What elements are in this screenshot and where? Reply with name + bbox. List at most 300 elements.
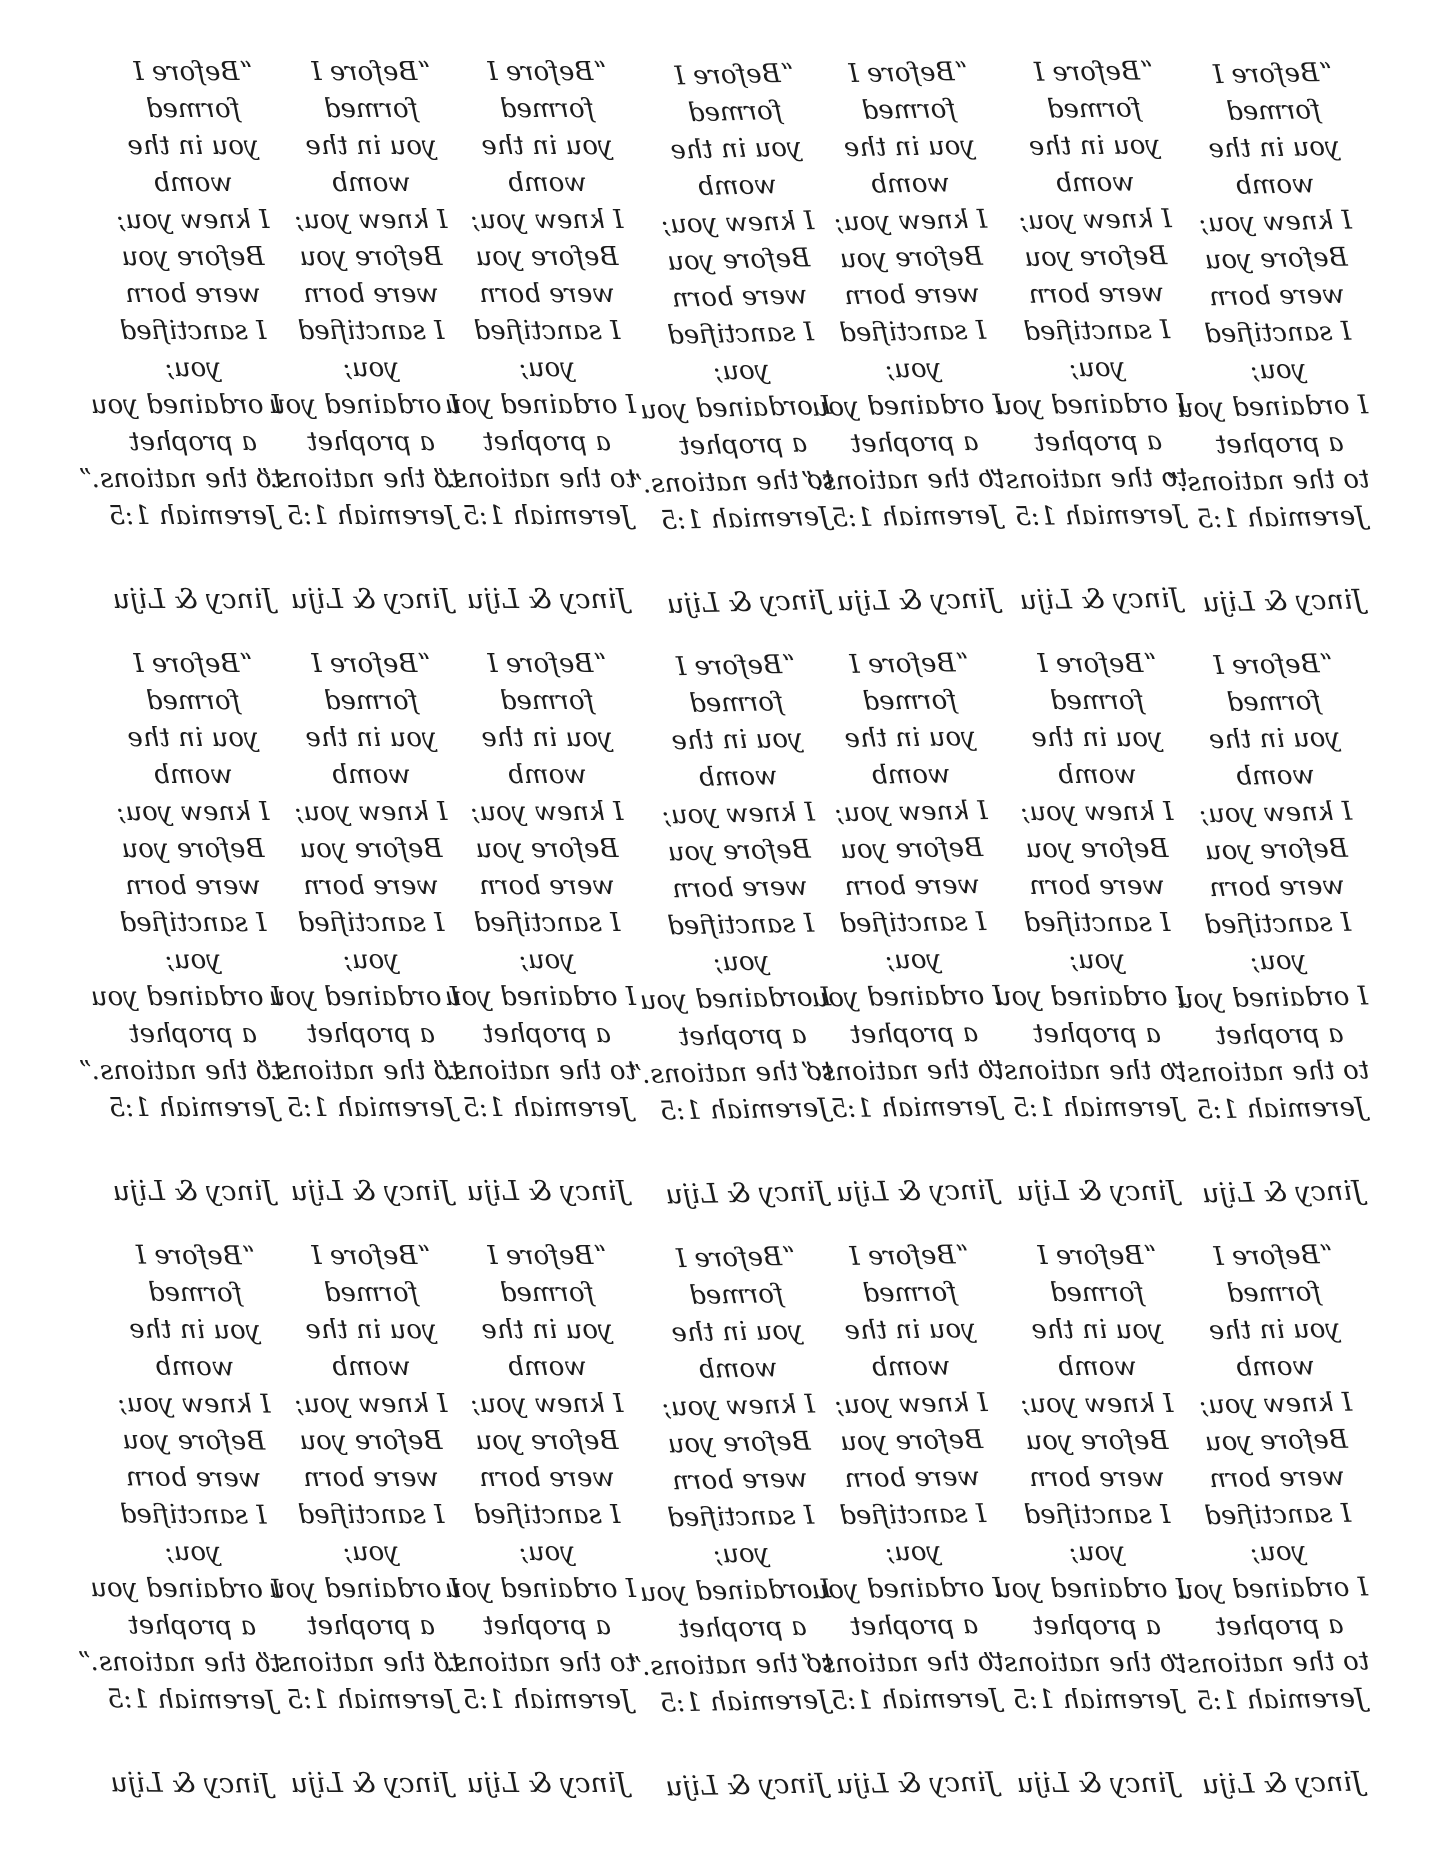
verse-line: I knew you;	[294, 1389, 448, 1419]
verse-line: a prophet	[483, 1019, 611, 1049]
verse-line: I sanctified	[119, 1499, 267, 1531]
verse-line: were born	[125, 279, 261, 309]
couple-names: Jincy & Liju	[666, 584, 828, 620]
verse-line: “Before I	[1037, 1241, 1157, 1271]
verse-line: Before you	[1025, 834, 1169, 864]
verse-lines	[800, 645, 1005, 1128]
verse-line: “Before I	[135, 1240, 256, 1272]
couple-names: Jincy & Liju	[290, 584, 452, 615]
verse-line: I sanctified	[666, 317, 815, 351]
verse-line: formed	[688, 687, 784, 719]
verse-line: you in the	[129, 1314, 261, 1346]
verse-line: were born	[844, 1462, 981, 1494]
verse-line: Before you	[475, 834, 619, 864]
verse-line: “Before I	[133, 57, 253, 87]
verse-line: I ordained you	[268, 390, 460, 420]
verse-reference: Jeremiah 1:5	[462, 1685, 632, 1715]
verse-line: I ordained you	[811, 980, 1003, 1014]
verse-line: “Before I	[1212, 57, 1333, 91]
verse-line: Before you	[667, 834, 811, 868]
verse-line: you;	[519, 353, 575, 383]
verse-line: to the nations.”	[78, 464, 282, 494]
verse-line: “Before I	[1037, 649, 1157, 679]
verse-line: formed	[687, 95, 783, 129]
verse-line: were born	[844, 870, 981, 902]
verse-line: formed	[145, 94, 241, 124]
couple-names: Jincy & Liju	[665, 1176, 827, 1211]
verse-line: I knew you;	[116, 205, 270, 235]
verse-line: a prophet	[678, 1611, 807, 1645]
couple-names: Jincy & Liju	[110, 1767, 272, 1800]
verse-line: formed	[1226, 686, 1322, 718]
couple-names: Jincy & Liju	[290, 1176, 452, 1207]
verse-line: I ordained you	[994, 1574, 1186, 1604]
verse-line: were born	[844, 278, 980, 312]
verse-line: were born	[1029, 1463, 1165, 1493]
verse-line: you;	[165, 945, 221, 975]
verse-line: Before you	[667, 1426, 811, 1460]
verse-line: I ordained you	[444, 982, 636, 1012]
verse-block	[432, 54, 636, 646]
verse-block	[800, 53, 1007, 648]
verse-line: womb	[1057, 760, 1137, 790]
verse-line: “Before I	[1213, 649, 1334, 682]
verse-line: womb	[697, 1353, 778, 1385]
verse-line: to the nations.”	[78, 1056, 282, 1086]
verse-line: were born	[1209, 870, 1345, 904]
verse-line: I ordained you	[639, 1574, 832, 1608]
verse-line: I sanctified	[119, 316, 267, 346]
verse-line: I ordained you	[90, 982, 282, 1012]
verse-line: “Before I	[674, 58, 795, 92]
verse-block	[628, 646, 835, 1241]
verse-block	[432, 646, 636, 1238]
verse-line: were born	[303, 1463, 439, 1493]
verse-line: I ordained you	[811, 389, 1004, 423]
verse-line: womb	[696, 170, 777, 203]
verse-line: a prophet	[850, 426, 979, 460]
couple-names: Jincy & Liju	[1016, 1176, 1178, 1207]
verse-line: a prophet	[307, 1019, 435, 1049]
verse-line: Before you	[840, 1425, 984, 1458]
verse-line: were born	[1209, 279, 1345, 313]
verse-line: Before you	[121, 242, 265, 272]
verse-line: to the nations.”	[432, 1056, 636, 1086]
verse-line: a prophet	[483, 427, 611, 457]
verse-line: were born	[303, 871, 439, 901]
verse-line: to the nations.”	[1165, 1646, 1370, 1680]
verse-line: “Before I	[849, 648, 970, 680]
verse-line: I knew you;	[470, 205, 624, 235]
verse-reference: Jeremiah 1:5	[286, 1093, 456, 1123]
verse-line: womb	[507, 760, 587, 790]
verse-line: you in the	[671, 1315, 804, 1349]
verse-line: I ordained you	[1176, 981, 1369, 1015]
verse-reference: Jeremiah 1:5	[830, 1091, 1001, 1125]
couple-names: Jincy & Liju	[466, 584, 628, 615]
verse-block	[800, 1237, 1006, 1831]
verse-line: Before you	[839, 241, 984, 275]
verse-line: you;	[1250, 1536, 1307, 1568]
verse-line: were born	[479, 1463, 615, 1493]
verse-line: “Before I	[311, 1241, 431, 1271]
verse-line: you in the	[670, 132, 803, 166]
verse-line: you;	[885, 1536, 942, 1568]
verse-line: I sanctified	[473, 1500, 621, 1530]
verse-lines	[1165, 645, 1370, 1129]
verse-line: “Before I	[487, 1241, 607, 1271]
verse-line: I ordained you	[811, 1572, 1003, 1606]
verse-line: you in the	[1208, 722, 1341, 756]
verse-line: I ordained you	[444, 1574, 636, 1604]
verse-line: I knew you;	[834, 204, 988, 238]
verse-line: formed	[1049, 1278, 1145, 1308]
verse-line: womb	[870, 1351, 951, 1383]
verse-line: I knew you;	[470, 797, 624, 827]
verse-line: Before you	[666, 243, 811, 277]
verse-line: I knew you;	[834, 1387, 988, 1421]
verse-line: Before you	[299, 834, 443, 864]
verse-line: were born	[1209, 1461, 1345, 1495]
verse-line: I sanctified	[1023, 315, 1171, 347]
verse-line: formed	[323, 686, 419, 716]
verse-line: I sanctified	[1023, 908, 1171, 938]
verse-line: to the nations.”	[628, 1648, 833, 1683]
verse-line: to the nations.”	[256, 464, 460, 494]
verse-line: a prophet	[1033, 1019, 1161, 1049]
verse-line: formed	[1226, 1277, 1322, 1309]
verse-line: womb	[870, 759, 951, 791]
verse-lines	[256, 646, 460, 1127]
verse-block	[256, 54, 460, 646]
verse-line: to the nations.”	[77, 1646, 282, 1679]
couple-names: Jincy & Liju	[1201, 1766, 1363, 1801]
verse-line: formed	[862, 1277, 958, 1309]
verse-lines	[256, 54, 460, 535]
couple-names: Jincy & Liju	[466, 1768, 628, 1799]
verse-line: “Before I	[1033, 56, 1154, 88]
verse-line: womb	[1235, 1351, 1315, 1383]
verse-reference: Jeremiah 1:5	[1196, 1683, 1366, 1717]
verse-lines	[432, 646, 636, 1127]
verse-block	[982, 646, 1186, 1238]
verse-line: a prophet	[1215, 427, 1344, 461]
verse-reference: Jeremiah 1:5	[106, 1684, 277, 1716]
verse-line: I ordained you	[90, 1573, 282, 1605]
verse-line: you;	[165, 353, 221, 383]
verse-line: a prophet	[1034, 426, 1163, 458]
verse-line: I ordained you	[1176, 1572, 1369, 1606]
verse-line: I knew you;	[1020, 1389, 1174, 1419]
verse-reference: Jeremiah 1:5	[286, 1685, 456, 1715]
verse-line: “Before I	[1213, 1240, 1334, 1273]
verse-reference: Jeremiah 1:5	[108, 1093, 278, 1123]
verse-line: formed	[499, 1278, 595, 1308]
verse-line: you in the	[843, 130, 976, 164]
verse-line: you in the	[844, 722, 976, 754]
verse-lines	[1165, 54, 1370, 538]
verse-line: I knew you;	[470, 1389, 624, 1419]
verse-reference: Jeremiah 1:5	[659, 1685, 829, 1719]
verse-line: womb	[1055, 167, 1135, 199]
verse-line: womb	[507, 1352, 587, 1382]
verse-line: you in the	[1208, 1313, 1341, 1347]
verse-line: a prophet	[307, 427, 435, 457]
verse-line: were born	[303, 279, 439, 309]
couple-names: Jincy & Liju	[112, 1176, 274, 1207]
couple-names: Jincy & Liju	[466, 1176, 628, 1207]
verse-reference: Jeremiah 1:5	[831, 500, 1001, 534]
verse-line: I sanctified	[297, 316, 445, 346]
verse-line: I sanctified	[839, 906, 987, 940]
couple-names: Jincy & Liju	[836, 583, 998, 618]
verse-line: you in the	[671, 723, 804, 757]
verse-line: to the nations.”	[629, 464, 834, 500]
verse-line: I ordained you	[90, 390, 282, 420]
verse-line: womb	[153, 168, 233, 198]
verse-block	[256, 1238, 460, 1830]
verse-line: “Before I	[849, 1240, 970, 1272]
verse-line: to the nations.”	[256, 1056, 460, 1086]
verse-line: a prophet	[307, 1611, 435, 1641]
verse-line: Before you	[122, 1425, 266, 1457]
verse-line: you;	[885, 944, 942, 976]
verse-line: formed	[323, 94, 419, 124]
verse-lines	[432, 1238, 636, 1719]
verse-block	[256, 646, 460, 1238]
verse-line: you in the	[1031, 723, 1163, 753]
couple-names: Jincy & Liju	[835, 1766, 998, 1801]
verse-line: formed	[323, 1278, 419, 1308]
verse-line: you;	[713, 946, 770, 978]
verse-line: womb	[1235, 760, 1315, 792]
verse-line: you;	[1069, 352, 1126, 384]
verse-line: were born	[671, 280, 808, 314]
verse-lines	[78, 54, 282, 535]
verse-reference: Jeremiah 1:5	[462, 1093, 632, 1123]
verse-line: a prophet	[850, 1610, 979, 1642]
verse-lines	[982, 646, 1186, 1127]
verse-reference: Jeremiah 1:5	[108, 501, 278, 531]
verse-block	[78, 646, 282, 1238]
verse-block	[77, 1237, 284, 1831]
verse-reference: Jeremiah 1:5	[1196, 1092, 1366, 1126]
verse-line: I knew you;	[1199, 796, 1353, 830]
verse-line: you;	[164, 1536, 221, 1568]
verse-line: you;	[713, 1538, 770, 1570]
verse-line: you in the	[481, 1315, 613, 1345]
verse-block	[78, 54, 282, 646]
verse-line: I sanctified	[666, 1500, 815, 1534]
verse-line: I sanctified	[839, 1498, 987, 1532]
verse-line: womb	[154, 1351, 235, 1383]
verse-line: Before you	[299, 242, 443, 272]
verse-line: formed	[1225, 95, 1321, 127]
verse-line: you;	[343, 353, 399, 383]
verse-line: I sanctified	[839, 315, 987, 349]
verse-line: I knew you;	[1020, 797, 1174, 827]
couple-names: Jincy & Liju	[1019, 583, 1181, 616]
verse-line: I ordained you	[268, 982, 460, 1012]
verse-line: a prophet	[1215, 1018, 1344, 1052]
verse-line: you;	[885, 353, 942, 385]
verse-reference: Jeremiah 1:5	[1196, 501, 1366, 535]
verse-line: you in the	[481, 131, 613, 161]
couple-names: Jincy & Liju	[1016, 1768, 1178, 1799]
verse-line: womb	[870, 168, 950, 200]
verse-line: “Before I	[675, 1241, 796, 1275]
verse-line: to the nations.”	[983, 462, 1188, 496]
verse-line: to the nations.”	[256, 1648, 460, 1678]
verse-line: were born	[1029, 871, 1165, 901]
verse-line: you in the	[481, 723, 613, 753]
verse-line: I knew you;	[1198, 205, 1353, 239]
verse-line: womb	[331, 760, 411, 790]
verse-line: you;	[1250, 945, 1307, 977]
verse-line: Before you	[1025, 1426, 1169, 1456]
couple-names: Jincy & Liju	[1202, 584, 1364, 619]
verse-lines	[982, 1238, 1186, 1719]
verse-line: you in the	[1208, 131, 1341, 165]
verse-line: a prophet	[483, 1611, 611, 1641]
verse-block	[432, 1238, 636, 1830]
verse-line: I knew you;	[1018, 204, 1172, 236]
verse-line: I ordained you	[444, 390, 636, 420]
verse-line: I ordained you	[268, 1574, 460, 1604]
verse-line: you in the	[127, 723, 259, 753]
verse-reference: Jeremiah 1:5	[1012, 1685, 1182, 1715]
verse-line: you;	[1069, 945, 1125, 975]
verse-line: to the nations.”	[800, 1054, 1005, 1088]
verse-block	[982, 1238, 1186, 1830]
verse-line: “Before I	[311, 57, 431, 87]
verse-line: womb	[1234, 169, 1315, 201]
verse-line: a prophet	[850, 1018, 979, 1050]
verse-line: I ordained you	[1176, 390, 1369, 424]
couple-names: Jincy & Liju	[665, 1768, 827, 1803]
verse-reference: Jeremiah 1:5	[286, 501, 456, 531]
verse-line: I ordained you	[995, 388, 1187, 422]
verse-block	[983, 53, 1189, 647]
verse-line: I sanctified	[1023, 1500, 1171, 1530]
verse-line: Before you	[1204, 833, 1349, 867]
verse-line: you;	[519, 945, 575, 975]
verse-line: Before you	[1024, 241, 1168, 273]
verse-line: to the nations.”	[982, 1056, 1186, 1086]
verse-line: I sanctified	[666, 908, 815, 942]
verse-line: womb	[507, 168, 587, 198]
verse-line: a prophet	[679, 428, 808, 462]
verse-line: formed	[499, 94, 595, 124]
verse-line: womb	[1057, 1352, 1137, 1382]
verse-line: womb	[331, 168, 411, 198]
verse-line: I knew you;	[661, 1389, 816, 1423]
verse-line: were born	[672, 1463, 808, 1497]
verse-line: “Before I	[487, 649, 607, 679]
verse-line: Before you	[121, 834, 265, 864]
verse-line: to the nations.”	[800, 463, 1005, 497]
verse-line: I knew you;	[834, 795, 988, 829]
verse-line: womb	[153, 760, 233, 790]
verse-line: I sanctified	[1204, 907, 1352, 941]
verse-line: you;	[519, 1537, 575, 1567]
verse-reference: Jeremiah 1:5	[462, 501, 632, 531]
verse-line: formed	[145, 686, 241, 716]
verse-line: you;	[343, 945, 399, 975]
verse-line: I sanctified	[1204, 1498, 1352, 1532]
verse-line: Before you	[840, 833, 984, 866]
verse-line: to the nations.”	[1165, 464, 1370, 499]
verse-line: to the nations.”	[982, 1648, 1186, 1678]
verse-lines	[432, 54, 636, 535]
verse-line: I sanctified	[119, 908, 267, 938]
verse-line: I sanctified	[473, 316, 621, 346]
verse-line: I sanctified	[297, 1500, 445, 1530]
verse-line: Before you	[475, 1426, 619, 1456]
verse-lines	[256, 1238, 460, 1719]
verse-block	[628, 1238, 835, 1833]
verse-line: you;	[713, 355, 770, 387]
verse-line: to the nations.”	[628, 1056, 833, 1091]
couple-names: Jincy & Liju	[835, 1174, 998, 1209]
verse-reference: Jeremiah 1:5	[659, 1093, 829, 1127]
verse-line: a prophet	[1215, 1609, 1344, 1643]
verse-line: I sanctified	[297, 908, 445, 938]
verse-line: I knew you;	[117, 1388, 271, 1420]
verse-line: “Before I	[675, 649, 796, 683]
verse-line: I sanctified	[473, 908, 621, 938]
verse-line: “Before I	[311, 649, 431, 679]
verse-line: a prophet	[678, 1019, 807, 1053]
verse-line: formed	[1049, 686, 1145, 716]
verse-line: womb	[697, 761, 778, 793]
verse-block	[629, 55, 837, 651]
verse-line: were born	[1028, 278, 1165, 310]
verse-line: you;	[343, 1537, 399, 1567]
verse-block	[1165, 54, 1372, 649]
verse-line: to the nations.”	[432, 464, 636, 494]
verse-line: formed	[861, 94, 957, 126]
verse-line: you in the	[1028, 130, 1161, 162]
verse-lines	[800, 53, 1005, 537]
verse-block	[1165, 1236, 1372, 1831]
verse-line: formed	[862, 685, 958, 717]
verse-line: formed	[1046, 93, 1142, 125]
verse-line: Before you	[1204, 1424, 1349, 1458]
verse-line: I knew you;	[116, 797, 270, 827]
verse-line: formed	[147, 1277, 243, 1309]
verse-lines	[78, 646, 282, 1127]
verse-line: I ordained you	[639, 982, 832, 1016]
verse-line: were born	[479, 279, 615, 309]
verse-line: you;	[1069, 1537, 1125, 1567]
verse-line: you in the	[305, 723, 437, 753]
verse-line: womb	[331, 1352, 411, 1382]
couple-names: Jincy & Liju	[112, 584, 274, 615]
verse-line: you;	[1250, 354, 1307, 386]
verse-lines	[1165, 1236, 1370, 1720]
verse-line: I knew you;	[294, 797, 448, 827]
verse-reference: Jeremiah 1:5	[660, 501, 830, 537]
verse-line: you in the	[1031, 1315, 1163, 1345]
verse-line: you in the	[305, 1315, 437, 1345]
verse-line: were born	[125, 871, 261, 901]
verse-reference: Jeremiah 1:5	[1014, 499, 1184, 533]
verse-line: were born	[672, 871, 808, 905]
verse-line: were born	[479, 871, 615, 901]
verse-line: Before you	[299, 1426, 443, 1456]
verse-lines	[983, 53, 1188, 536]
